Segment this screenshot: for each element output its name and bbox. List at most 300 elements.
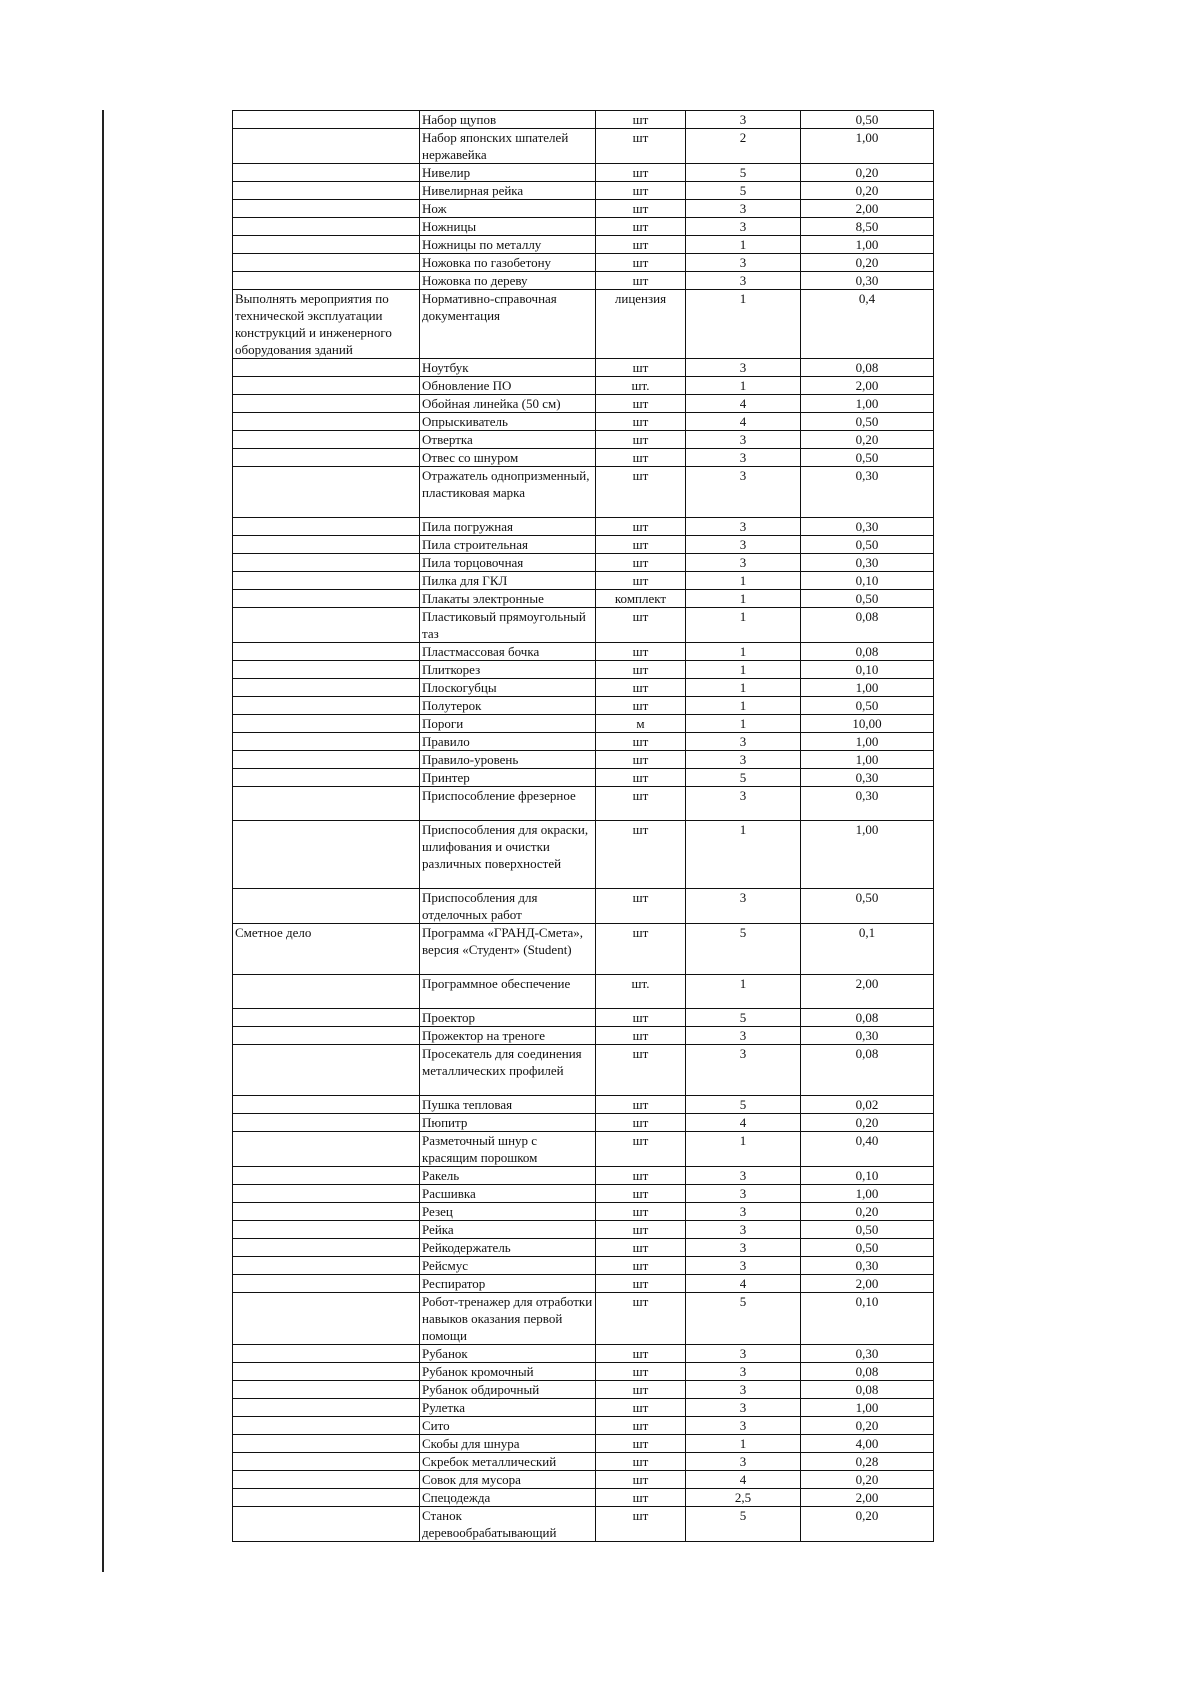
quantity-cell: 3 bbox=[686, 1345, 801, 1363]
quantity-cell: 3 bbox=[686, 1381, 801, 1399]
quantity-cell: 3 bbox=[686, 1221, 801, 1239]
section-cell bbox=[233, 975, 420, 1009]
quantity-cell: 1 bbox=[686, 1132, 801, 1167]
item-name-cell: Станок деревообрабатывающий bbox=[420, 1507, 596, 1542]
table-row bbox=[233, 1345, 934, 1363]
value-cell: 0,28 bbox=[801, 1453, 934, 1471]
table-row bbox=[233, 554, 934, 572]
item-name-cell: Проектор bbox=[420, 1009, 596, 1027]
value-cell: 0,30 bbox=[801, 1345, 934, 1363]
unit-cell: шт bbox=[596, 643, 686, 661]
quantity-cell: 3 bbox=[686, 218, 801, 236]
unit-cell: шт bbox=[596, 1009, 686, 1027]
section-cell bbox=[233, 1257, 420, 1275]
item-name-cell: Респиратор bbox=[420, 1275, 596, 1293]
value-cell: 0,50 bbox=[801, 111, 934, 129]
unit-cell: шт bbox=[596, 733, 686, 751]
item-name-cell: Просекатель для соединения металлических профилей bbox=[420, 1045, 596, 1096]
unit-cell: шт bbox=[596, 1203, 686, 1221]
section-cell bbox=[233, 1345, 420, 1363]
unit-cell: шт bbox=[596, 1471, 686, 1489]
value-cell: 0,20 bbox=[801, 1417, 934, 1435]
table-row bbox=[233, 1363, 934, 1381]
unit-cell: шт bbox=[596, 1489, 686, 1507]
item-name-cell: Робот-тренажер для отработки навыков оказания первой помощи bbox=[420, 1293, 596, 1345]
table-row bbox=[233, 679, 934, 697]
unit-cell: шт. bbox=[596, 377, 686, 395]
value-cell: 0,50 bbox=[801, 1221, 934, 1239]
unit-cell: шт bbox=[596, 1167, 686, 1185]
item-name-cell: Набор щупов bbox=[420, 111, 596, 129]
table-row bbox=[233, 1257, 934, 1275]
unit-cell: шт bbox=[596, 769, 686, 787]
table-row bbox=[233, 1027, 934, 1045]
value-cell: 0,30 bbox=[801, 769, 934, 787]
value-cell: 0,08 bbox=[801, 1363, 934, 1381]
section-cell bbox=[233, 1203, 420, 1221]
item-name-cell: Пластиковый прямоугольный таз bbox=[420, 608, 596, 643]
unit-cell: комплект bbox=[596, 590, 686, 608]
value-cell: 0,08 bbox=[801, 608, 934, 643]
value-cell: 0,50 bbox=[801, 1239, 934, 1257]
item-name-cell: Приспособление фрезерное bbox=[420, 787, 596, 821]
item-name-cell: Рейкодержатель bbox=[420, 1239, 596, 1257]
item-name-cell: Рейсмус bbox=[420, 1257, 596, 1275]
unit-cell: шт bbox=[596, 1239, 686, 1257]
section-cell bbox=[233, 1471, 420, 1489]
item-name-cell: Приспособления для отделочных работ bbox=[420, 889, 596, 924]
item-name-cell: Ножницы bbox=[420, 218, 596, 236]
value-cell: 0,20 bbox=[801, 164, 934, 182]
section-cell bbox=[233, 449, 420, 467]
quantity-cell: 3 bbox=[686, 1417, 801, 1435]
table-row bbox=[233, 608, 934, 643]
section-cell bbox=[233, 1363, 420, 1381]
value-cell: 0,08 bbox=[801, 1045, 934, 1096]
quantity-cell: 3 bbox=[686, 1399, 801, 1417]
value-cell: 1,00 bbox=[801, 129, 934, 164]
section-cell bbox=[233, 1275, 420, 1293]
equipment-table bbox=[232, 110, 934, 1542]
value-cell: 0,08 bbox=[801, 1381, 934, 1399]
table-row bbox=[233, 1203, 934, 1221]
quantity-cell: 4 bbox=[686, 395, 801, 413]
value-cell: 1,00 bbox=[801, 1399, 934, 1417]
table-row bbox=[233, 643, 934, 661]
unit-cell: шт bbox=[596, 1453, 686, 1471]
section-cell bbox=[233, 218, 420, 236]
section-cell bbox=[233, 1114, 420, 1132]
section-cell bbox=[233, 164, 420, 182]
value-cell: 0,50 bbox=[801, 449, 934, 467]
value-cell: 1,00 bbox=[801, 679, 934, 697]
table-row bbox=[233, 129, 934, 164]
item-name-cell: Пила торцовочная bbox=[420, 554, 596, 572]
quantity-cell: 3 bbox=[686, 467, 801, 518]
value-cell: 1,00 bbox=[801, 1185, 934, 1203]
item-name-cell: Ноутбук bbox=[420, 359, 596, 377]
value-cell: 0,30 bbox=[801, 787, 934, 821]
item-name-cell: Сито bbox=[420, 1417, 596, 1435]
value-cell: 2,00 bbox=[801, 200, 934, 218]
item-name-cell: Плиткорез bbox=[420, 661, 596, 679]
value-cell: 2,00 bbox=[801, 975, 934, 1009]
item-name-cell: Ракель bbox=[420, 1167, 596, 1185]
value-cell: 0,08 bbox=[801, 643, 934, 661]
value-cell: 0,20 bbox=[801, 254, 934, 272]
margin-rule bbox=[102, 110, 104, 1572]
section-cell bbox=[233, 608, 420, 643]
table-row bbox=[233, 467, 934, 518]
value-cell: 10,00 bbox=[801, 715, 934, 733]
quantity-cell: 2 bbox=[686, 129, 801, 164]
value-cell: 1,00 bbox=[801, 751, 934, 769]
value-cell: 0,08 bbox=[801, 1009, 934, 1027]
table-row bbox=[233, 1221, 934, 1239]
item-name-cell: Рубанок обдирочный bbox=[420, 1381, 596, 1399]
table-row bbox=[233, 1453, 934, 1471]
unit-cell: шт bbox=[596, 413, 686, 431]
section-cell bbox=[233, 129, 420, 164]
value-cell: 0,30 bbox=[801, 1027, 934, 1045]
quantity-cell: 3 bbox=[686, 359, 801, 377]
quantity-cell: 3 bbox=[686, 1257, 801, 1275]
item-name-cell: Резец bbox=[420, 1203, 596, 1221]
table-row bbox=[233, 290, 934, 359]
quantity-cell: 5 bbox=[686, 1293, 801, 1345]
quantity-cell: 1 bbox=[686, 975, 801, 1009]
unit-cell: шт bbox=[596, 751, 686, 769]
section-cell bbox=[233, 821, 420, 889]
table-row bbox=[233, 395, 934, 413]
value-cell: 0,50 bbox=[801, 889, 934, 924]
unit-cell: шт bbox=[596, 924, 686, 975]
section-cell bbox=[233, 413, 420, 431]
quantity-cell: 1 bbox=[686, 821, 801, 889]
quantity-cell: 1 bbox=[686, 590, 801, 608]
value-cell: 0,10 bbox=[801, 1293, 934, 1345]
section-cell bbox=[233, 236, 420, 254]
table-row bbox=[233, 924, 934, 975]
table-row bbox=[233, 1114, 934, 1132]
quantity-cell: 3 bbox=[686, 1045, 801, 1096]
item-name-cell: Нож bbox=[420, 200, 596, 218]
section-cell: Выполнять мероприятия по технической эксплуатации конструкций и инженерного оборудования зданий bbox=[233, 290, 420, 359]
table-row bbox=[233, 377, 934, 395]
section-cell bbox=[233, 1027, 420, 1045]
unit-cell: шт bbox=[596, 164, 686, 182]
value-cell: 0,50 bbox=[801, 536, 934, 554]
table-row bbox=[233, 1417, 934, 1435]
item-name-cell: Пушка тепловая bbox=[420, 1096, 596, 1114]
item-name-cell: Обойная линейка (50 см) bbox=[420, 395, 596, 413]
section-cell bbox=[233, 769, 420, 787]
table-row bbox=[233, 431, 934, 449]
table-row bbox=[233, 518, 934, 536]
table-row bbox=[233, 975, 934, 1009]
table-body bbox=[233, 111, 934, 1542]
section-cell bbox=[233, 572, 420, 590]
item-name-cell: Рубанок bbox=[420, 1345, 596, 1363]
section-cell bbox=[233, 889, 420, 924]
quantity-cell: 3 bbox=[686, 431, 801, 449]
table-row bbox=[233, 1045, 934, 1096]
quantity-cell: 1 bbox=[686, 697, 801, 715]
item-name-cell: Разметочный шнур с красящим порошком bbox=[420, 1132, 596, 1167]
value-cell: 0,10 bbox=[801, 572, 934, 590]
section-cell bbox=[233, 661, 420, 679]
value-cell: 0,40 bbox=[801, 1132, 934, 1167]
section-cell bbox=[233, 467, 420, 518]
item-name-cell: Ножовка по дереву bbox=[420, 272, 596, 290]
table-row bbox=[233, 111, 934, 129]
unit-cell: лицензия bbox=[596, 290, 686, 359]
quantity-cell: 3 bbox=[686, 1453, 801, 1471]
item-name-cell: Спецодежда bbox=[420, 1489, 596, 1507]
quantity-cell: 3 bbox=[686, 1185, 801, 1203]
item-name-cell: Опрыскиватель bbox=[420, 413, 596, 431]
quantity-cell: 4 bbox=[686, 1275, 801, 1293]
section-cell bbox=[233, 1185, 420, 1203]
section-cell bbox=[233, 1239, 420, 1257]
section-cell bbox=[233, 1167, 420, 1185]
quantity-cell: 1 bbox=[686, 572, 801, 590]
section-cell bbox=[233, 1489, 420, 1507]
table-row bbox=[233, 164, 934, 182]
quantity-cell: 5 bbox=[686, 924, 801, 975]
unit-cell: шт bbox=[596, 272, 686, 290]
table-row bbox=[233, 536, 934, 554]
section-cell bbox=[233, 697, 420, 715]
section-cell: Сметное дело bbox=[233, 924, 420, 975]
quantity-cell: 3 bbox=[686, 518, 801, 536]
table-row bbox=[233, 1132, 934, 1167]
unit-cell: шт bbox=[596, 608, 686, 643]
quantity-cell: 1 bbox=[686, 679, 801, 697]
item-name-cell: Программное обеспечение bbox=[420, 975, 596, 1009]
unit-cell: шт bbox=[596, 254, 686, 272]
value-cell: 0,20 bbox=[801, 1203, 934, 1221]
value-cell: 1,00 bbox=[801, 395, 934, 413]
section-cell bbox=[233, 1293, 420, 1345]
item-name-cell: Ножницы по металлу bbox=[420, 236, 596, 254]
value-cell: 2,00 bbox=[801, 1489, 934, 1507]
item-name-cell: Набор японских шпателей нержавейка bbox=[420, 129, 596, 164]
unit-cell: шт bbox=[596, 1027, 686, 1045]
item-name-cell: Пила строительная bbox=[420, 536, 596, 554]
value-cell: 0,30 bbox=[801, 1257, 934, 1275]
value-cell: 0,30 bbox=[801, 518, 934, 536]
quantity-cell: 3 bbox=[686, 554, 801, 572]
unit-cell: шт bbox=[596, 518, 686, 536]
unit-cell: шт bbox=[596, 449, 686, 467]
value-cell: 0,30 bbox=[801, 272, 934, 290]
unit-cell: шт bbox=[596, 1435, 686, 1453]
table-row bbox=[233, 1167, 934, 1185]
item-name-cell: Пила погружная bbox=[420, 518, 596, 536]
table-row bbox=[233, 1489, 934, 1507]
section-cell bbox=[233, 254, 420, 272]
table-row bbox=[233, 413, 934, 431]
unit-cell: шт bbox=[596, 821, 686, 889]
value-cell: 2,00 bbox=[801, 1275, 934, 1293]
table-row bbox=[233, 715, 934, 733]
item-name-cell: Плоскогубцы bbox=[420, 679, 596, 697]
quantity-cell: 5 bbox=[686, 1507, 801, 1542]
quantity-cell: 1 bbox=[686, 608, 801, 643]
table-row bbox=[233, 182, 934, 200]
quantity-cell: 4 bbox=[686, 1471, 801, 1489]
value-cell: 0,30 bbox=[801, 467, 934, 518]
table-row bbox=[233, 1507, 934, 1542]
table-row bbox=[233, 1381, 934, 1399]
section-cell bbox=[233, 1417, 420, 1435]
quantity-cell: 3 bbox=[686, 787, 801, 821]
section-cell bbox=[233, 200, 420, 218]
unit-cell: шт bbox=[596, 1381, 686, 1399]
unit-cell: шт bbox=[596, 1096, 686, 1114]
value-cell: 0,10 bbox=[801, 1167, 934, 1185]
section-cell bbox=[233, 1221, 420, 1239]
section-cell bbox=[233, 715, 420, 733]
section-cell bbox=[233, 554, 420, 572]
quantity-cell: 1 bbox=[686, 377, 801, 395]
section-cell bbox=[233, 1453, 420, 1471]
unit-cell: шт bbox=[596, 1293, 686, 1345]
item-name-cell: Приспособления для окраски, шлифования и очистки различных поверхностей bbox=[420, 821, 596, 889]
section-cell bbox=[233, 272, 420, 290]
item-name-cell: Пилка для ГКЛ bbox=[420, 572, 596, 590]
item-name-cell: Программа «ГРАНД-Смета», версия «Студент» (Student) bbox=[420, 924, 596, 975]
item-name-cell: Рубанок кромочный bbox=[420, 1363, 596, 1381]
table-row bbox=[233, 821, 934, 889]
quantity-cell: 4 bbox=[686, 413, 801, 431]
quantity-cell: 5 bbox=[686, 1096, 801, 1114]
table-row bbox=[233, 697, 934, 715]
value-cell: 0,20 bbox=[801, 1471, 934, 1489]
section-cell bbox=[233, 679, 420, 697]
section-cell bbox=[233, 590, 420, 608]
item-name-cell: Ножовка по газобетону bbox=[420, 254, 596, 272]
unit-cell: шт bbox=[596, 1399, 686, 1417]
section-cell bbox=[233, 1399, 420, 1417]
quantity-cell: 3 bbox=[686, 733, 801, 751]
value-cell: 2,00 bbox=[801, 377, 934, 395]
quantity-cell: 2,5 bbox=[686, 1489, 801, 1507]
quantity-cell: 1 bbox=[686, 661, 801, 679]
unit-cell: шт bbox=[596, 1185, 686, 1203]
quantity-cell: 3 bbox=[686, 1239, 801, 1257]
table-row bbox=[233, 359, 934, 377]
item-name-cell: Принтер bbox=[420, 769, 596, 787]
item-name-cell: Пюпитр bbox=[420, 1114, 596, 1132]
table-row bbox=[233, 1009, 934, 1027]
section-cell bbox=[233, 359, 420, 377]
unit-cell: шт bbox=[596, 536, 686, 554]
quantity-cell: 3 bbox=[686, 200, 801, 218]
section-cell bbox=[233, 1381, 420, 1399]
section-cell bbox=[233, 111, 420, 129]
table-row bbox=[233, 236, 934, 254]
item-name-cell: Правило bbox=[420, 733, 596, 751]
value-cell: 0,50 bbox=[801, 590, 934, 608]
quantity-cell: 1 bbox=[686, 290, 801, 359]
quantity-cell: 1 bbox=[686, 715, 801, 733]
table-row bbox=[233, 590, 934, 608]
table-row bbox=[233, 1185, 934, 1203]
quantity-cell: 5 bbox=[686, 769, 801, 787]
value-cell: 0,50 bbox=[801, 697, 934, 715]
quantity-cell: 3 bbox=[686, 449, 801, 467]
table-row bbox=[233, 787, 934, 821]
unit-cell: шт bbox=[596, 572, 686, 590]
quantity-cell: 4 bbox=[686, 1114, 801, 1132]
unit-cell: шт bbox=[596, 1345, 686, 1363]
table-row bbox=[233, 1471, 934, 1489]
value-cell: 1,00 bbox=[801, 236, 934, 254]
unit-cell: шт. bbox=[596, 975, 686, 1009]
table-row bbox=[233, 769, 934, 787]
section-cell bbox=[233, 395, 420, 413]
table-row bbox=[233, 1096, 934, 1114]
unit-cell: шт bbox=[596, 697, 686, 715]
item-name-cell: Обновление ПО bbox=[420, 377, 596, 395]
quantity-cell: 3 bbox=[686, 272, 801, 290]
section-cell bbox=[233, 182, 420, 200]
section-cell bbox=[233, 1132, 420, 1167]
table-row bbox=[233, 272, 934, 290]
item-name-cell: Отражатель однопризменный, пластиковая марка bbox=[420, 467, 596, 518]
table-row bbox=[233, 449, 934, 467]
unit-cell: шт bbox=[596, 787, 686, 821]
unit-cell: шт bbox=[596, 359, 686, 377]
table-row bbox=[233, 1399, 934, 1417]
item-name-cell: Пороги bbox=[420, 715, 596, 733]
item-name-cell: Нивелирная рейка bbox=[420, 182, 596, 200]
value-cell: 0,4 bbox=[801, 290, 934, 359]
unit-cell: шт bbox=[596, 554, 686, 572]
table-row bbox=[233, 1239, 934, 1257]
table-row bbox=[233, 200, 934, 218]
value-cell: 0,20 bbox=[801, 1114, 934, 1132]
item-name-cell: Скобы для шнура bbox=[420, 1435, 596, 1453]
item-name-cell: Нормативно-справочная документация bbox=[420, 290, 596, 359]
quantity-cell: 3 bbox=[686, 1363, 801, 1381]
unit-cell: шт bbox=[596, 395, 686, 413]
value-cell: 0,1 bbox=[801, 924, 934, 975]
unit-cell: шт bbox=[596, 1045, 686, 1096]
unit-cell: шт bbox=[596, 1221, 686, 1239]
unit-cell: шт bbox=[596, 1257, 686, 1275]
section-cell bbox=[233, 431, 420, 449]
item-name-cell: Расшивка bbox=[420, 1185, 596, 1203]
section-cell bbox=[233, 1435, 420, 1453]
value-cell: 0,30 bbox=[801, 554, 934, 572]
item-name-cell: Отвертка bbox=[420, 431, 596, 449]
item-name-cell: Нивелир bbox=[420, 164, 596, 182]
item-name-cell: Скребок металлический bbox=[420, 1453, 596, 1471]
value-cell: 0,20 bbox=[801, 1507, 934, 1542]
quantity-cell: 3 bbox=[686, 889, 801, 924]
unit-cell: шт bbox=[596, 889, 686, 924]
table-row bbox=[233, 254, 934, 272]
value-cell: 1,00 bbox=[801, 821, 934, 889]
quantity-cell: 1 bbox=[686, 236, 801, 254]
item-name-cell: Рейка bbox=[420, 1221, 596, 1239]
quantity-cell: 5 bbox=[686, 1009, 801, 1027]
section-cell bbox=[233, 643, 420, 661]
value-cell: 0,08 bbox=[801, 359, 934, 377]
